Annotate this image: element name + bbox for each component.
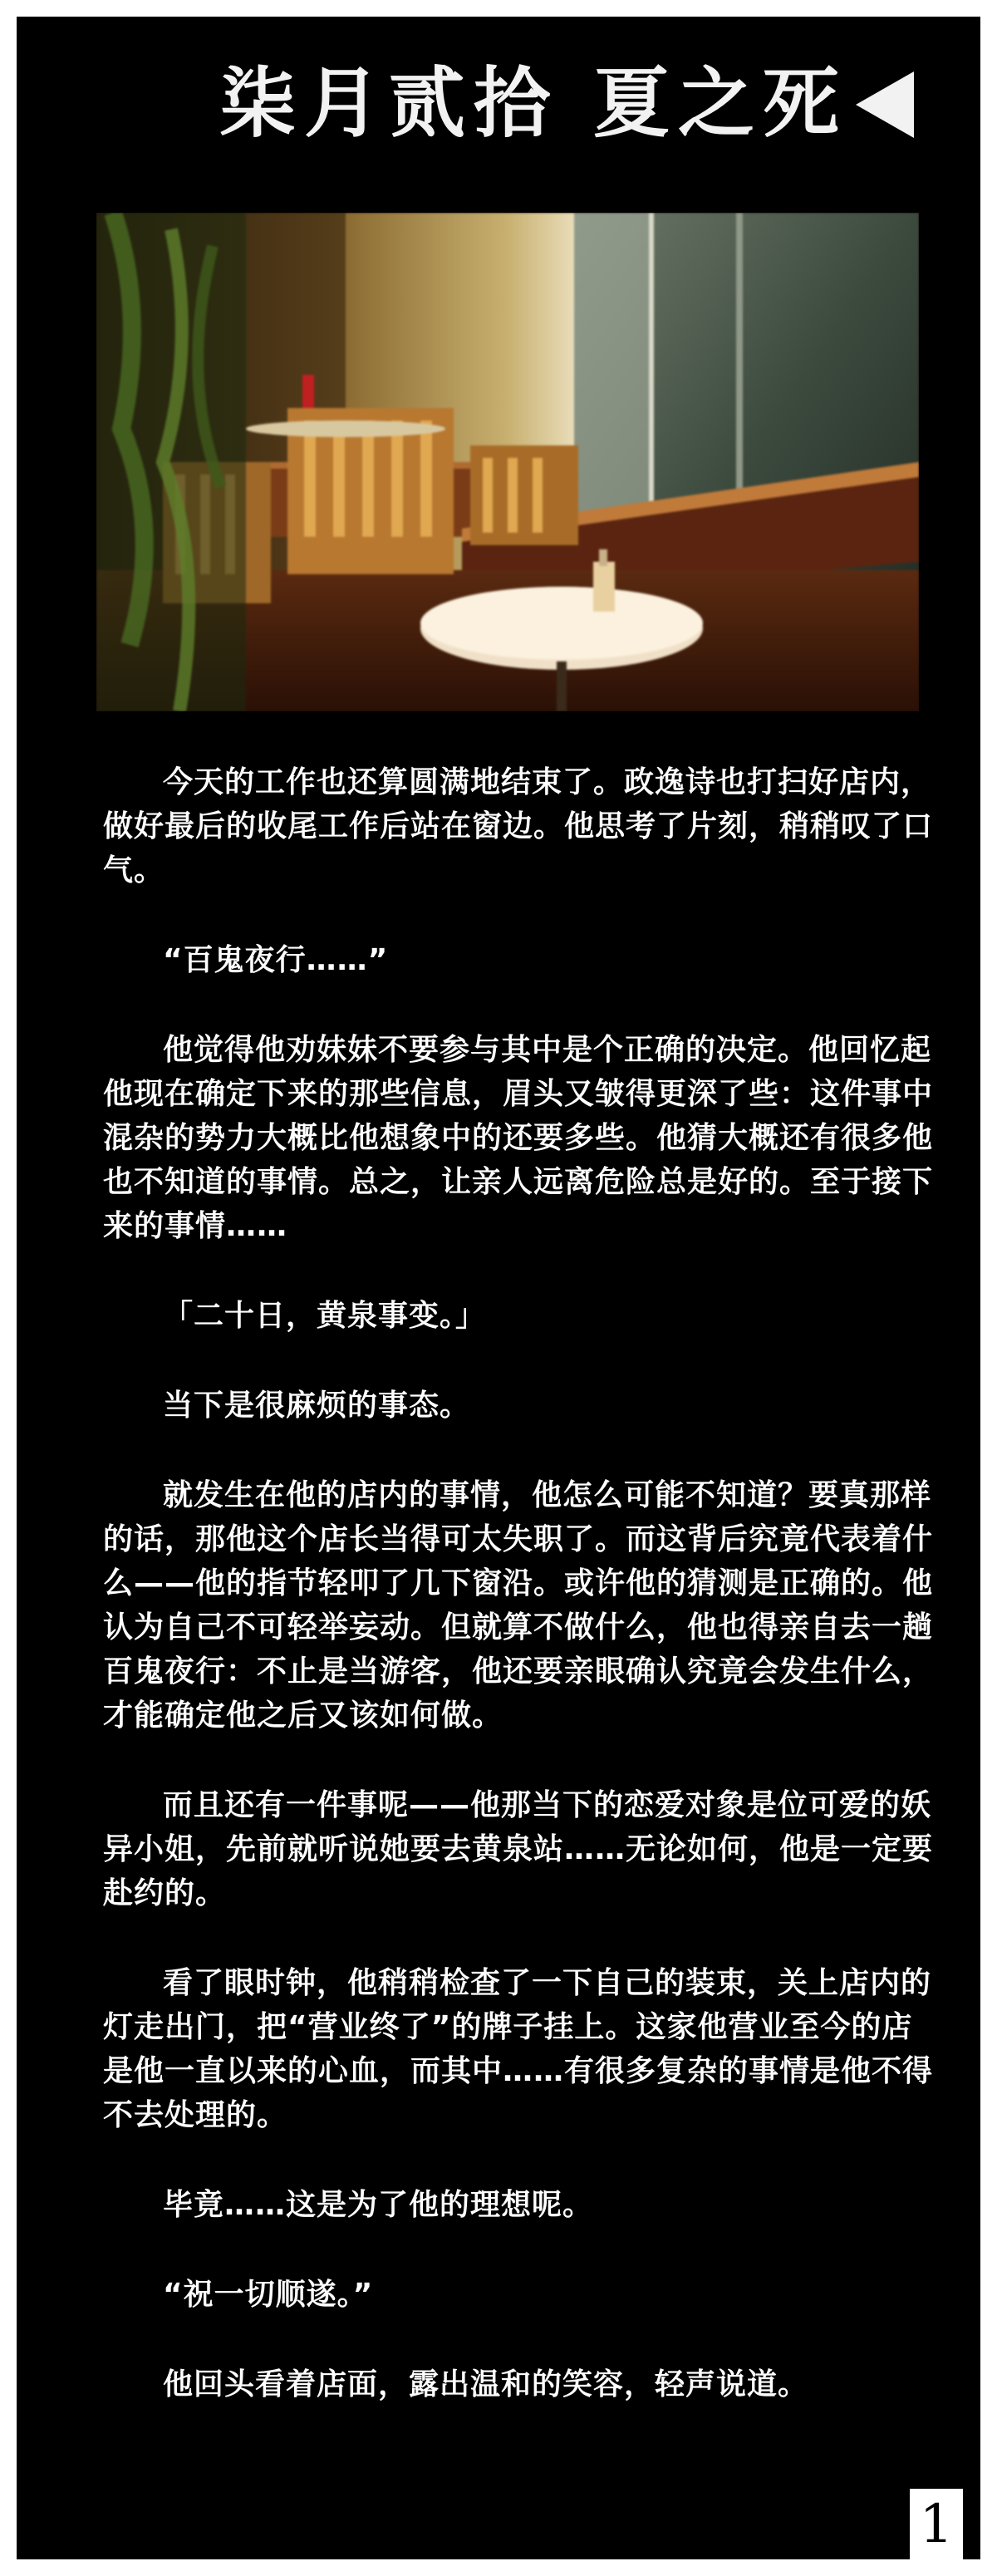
story-paragraph: “祝一切顺遂。” bbox=[163, 2278, 374, 2312]
page-frame bbox=[17, 17, 980, 2559]
story-paragraph: 就发生在他的店内的事情，他怎么可能不知道？要真那样的话，那他这个店长当得可太失职了。而这背后究竟代表着什么——他的指节轻叩了几下窗沿。或许他的猜测是正确的。他认为自己不可轻举妄动。但就算不做什么，他也得亲自去一趟百鬼夜行：不止是当游客，他还要亲眼确认究竟会发生什么，才能确定他之后又该如何做。 bbox=[103, 1478, 934, 1733]
story-paragraph: “百鬼夜行……” bbox=[163, 943, 389, 977]
page-title: 柒月贰拾 夏之死 bbox=[219, 58, 847, 148]
cafe-interior-photo bbox=[96, 213, 919, 711]
story-paragraph: 当下是很麻烦的事态。 bbox=[163, 1389, 471, 1423]
story-paragraph: 他觉得他劝妹妹不要参与其中是个正确的决定。他回忆起他现在确定下来的那些信息，眉头又皱得更深了些：这件事中混杂的势力大概比他想象中的还要多些。他猜大概还有很多他也不知道的事情。总之，让亲人远离危险总是好的。至于接下来的事情…… bbox=[103, 1033, 934, 1243]
story-paragraph: 今天的工作也还算圆满地结束了。政逸诗也打扫好店内，做好最后的收尾工作后站在窗边。他思考了片刻，稍稍叹了口气。 bbox=[103, 765, 934, 887]
story-paragraph: 他回头看着店面，露出温和的笑容，轻声说道。 bbox=[163, 2367, 809, 2401]
page-number: 1 bbox=[910, 2489, 963, 2560]
story-paragraph: 「二十日，黄泉事变。」 bbox=[163, 1299, 487, 1333]
story-paragraph: 看了眼时钟，他稍稍检查了一下自己的装束，关上店内的灯走出门，把“营业终了”的牌子挂上。这家他营业至今的店是他一直以来的心血，而其中……有很多复杂的事情是他不得不去处理的。 bbox=[103, 1966, 934, 2132]
story-paragraph: 毕竟……这是为了他的理想呢。 bbox=[163, 2188, 594, 2222]
cafe-scene-illustration bbox=[96, 213, 919, 711]
story-text bbox=[103, 760, 934, 2452]
story-paragraph: 而且还有一件事呢——他那当下的恋爱对象是位可爱的妖异小姐，先前就听说她要去黄泉站……无论如何，他是一定要赴约的。 bbox=[103, 1788, 934, 1910]
back-arrow-icon[interactable] bbox=[856, 71, 914, 138]
